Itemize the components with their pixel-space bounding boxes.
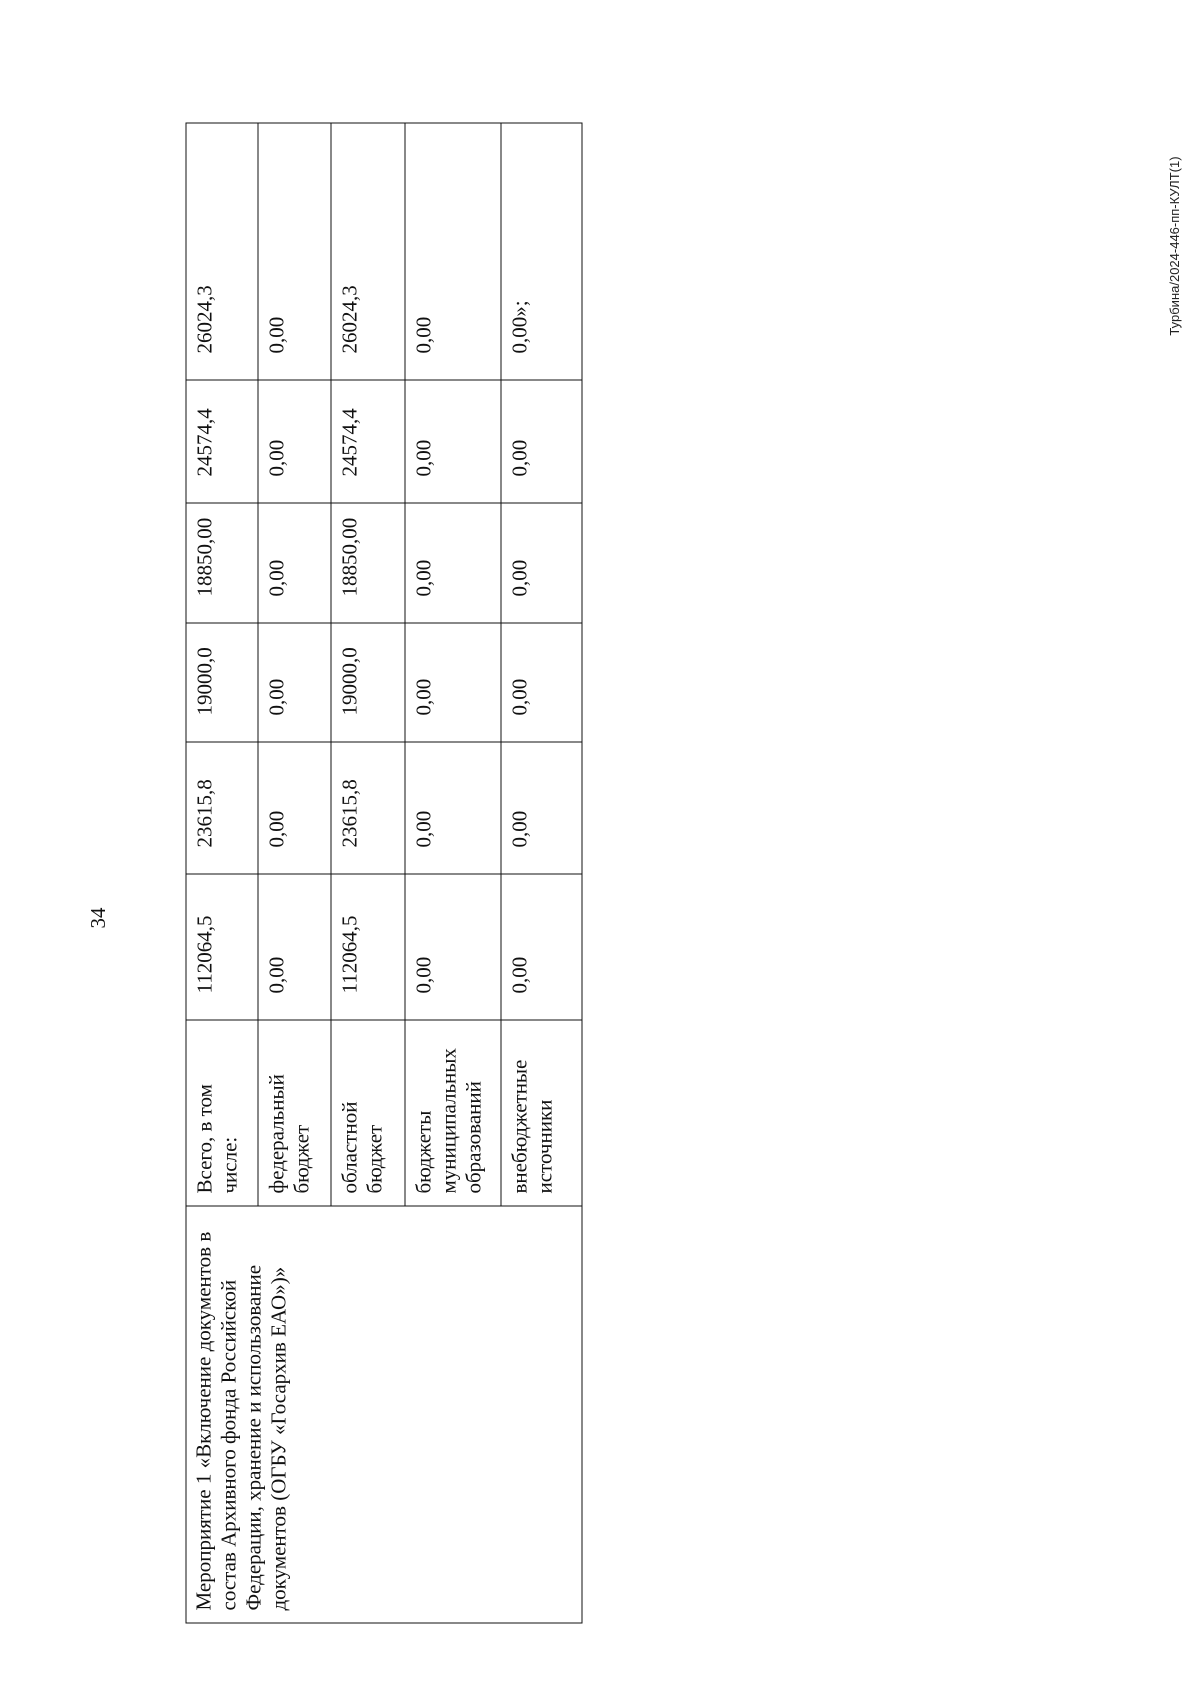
page-number: 34	[86, 907, 110, 929]
document-code: Турбина/2024-446-пп-КУЛТ(1)	[1167, 156, 1182, 336]
value-cell: 0,00	[501, 742, 582, 874]
value-cell: 0,00	[258, 503, 331, 623]
source-municipal: бюджеты муниципальных образований	[404, 1020, 500, 1206]
source-federal: федеральный бюджет	[258, 1020, 331, 1206]
value-cell: 0,00»;	[501, 123, 582, 380]
value-cell: 24574,4	[186, 380, 258, 503]
value-cell: 112064,5	[186, 874, 258, 1020]
funding-table	[185, 122, 582, 1623]
value-cell: 0,00	[404, 380, 500, 503]
value-cell: 19000,0	[331, 623, 404, 742]
value-cell: 0,00	[404, 123, 500, 380]
value-cell: 112064,5	[331, 874, 404, 1020]
funding-table-rotated	[185, 123, 582, 1623]
value-cell: 26024,3	[186, 123, 258, 380]
value-cell: 0,00	[258, 380, 331, 503]
value-cell: 0,00	[258, 742, 331, 874]
measure-cell: Мероприятие 1 «Включение документов в состав Архивного фонда Российской Федерации, хранение и использование документов (ОГБУ «Госархив ЕАО»)»	[186, 1206, 582, 1623]
value-cell: 26024,3	[331, 123, 404, 380]
table-row-total	[186, 123, 258, 1623]
value-cell: 0,00	[404, 874, 500, 1020]
value-cell: 0,00	[501, 623, 582, 742]
value-cell: 24574,4	[331, 380, 404, 503]
value-cell: 0,00	[501, 874, 582, 1020]
value-cell: 0,00	[258, 874, 331, 1020]
value-cell: 0,00	[404, 623, 500, 742]
value-cell: 0,00	[501, 503, 582, 623]
value-cell: 19000,0	[186, 623, 258, 742]
value-cell: 23615,8	[186, 742, 258, 874]
value-cell: 23615,8	[331, 742, 404, 874]
value-cell: 0,00	[404, 742, 500, 874]
source-regional: областной бюджет	[331, 1020, 404, 1206]
value-cell: 0,00	[404, 503, 500, 623]
source-extrabudgetary: внебюджетные источники	[501, 1020, 582, 1206]
value-cell: 18850,00	[186, 503, 258, 623]
value-cell: 0,00	[258, 123, 331, 380]
value-cell: 0,00	[501, 380, 582, 503]
value-cell: 18850,00	[331, 503, 404, 623]
value-cell: 0,00	[258, 623, 331, 742]
source-total: Всего, в том числе:	[186, 1020, 258, 1206]
